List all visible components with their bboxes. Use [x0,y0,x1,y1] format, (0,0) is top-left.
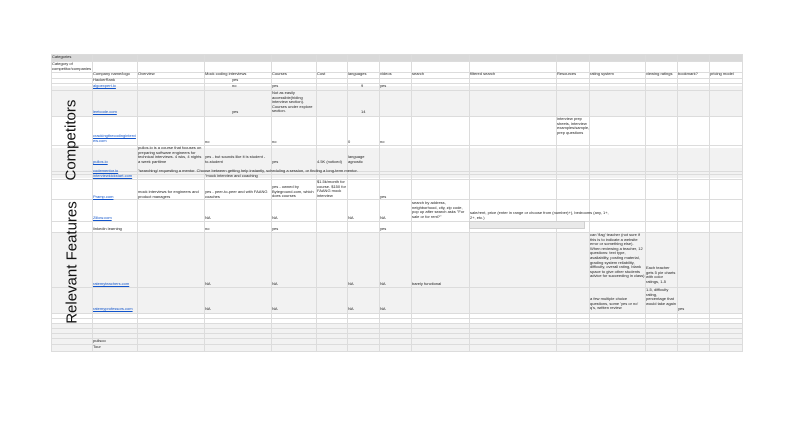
category-label-cell[interactable]: Category of competitor/companies [52,62,92,71]
title-row-band [51,54,742,61]
cell-company-link[interactable]: ratemyteachers.com [93,282,130,286]
cell-videos[interactable]: yes [380,84,387,88]
cell-rating[interactable]: can 'flag' teacher (not sure if this is to indicate a website error or something else). When reviewing a teacher, 12 questions: text type, availability, posting material, grading system reliability, difficulty, overall rating, blank space to give other students advice for succeeding in class) [590,233,645,279]
cell-company-link[interactable]: interviewkickstart.com [93,174,133,178]
cell-mock[interactable]: NA [205,307,211,311]
cell-company-link[interactable]: Pramp.com [93,195,114,199]
cell-courses[interactable]: NA [272,216,278,220]
cell-courses[interactable]: yes - owned by Byteground.com, which does courses [272,185,314,199]
header-courses[interactable]: Courses [272,72,287,76]
cell-languages[interactable]: NA [348,282,354,286]
cell-company-link[interactable]: codementor.io [93,169,119,173]
cell-company[interactable]: Tour [93,345,101,349]
cell-viewing[interactable]: Each teacher gets 5 pie charts with color ratings, 1-5 [646,266,676,284]
header-videos[interactable]: videos [380,72,392,76]
cell-courses[interactable]: yes [272,160,279,164]
cell-mock[interactable]: yes [232,78,239,82]
cell-company-link[interactable]: Zillow.com [93,216,112,220]
cell-languages[interactable]: NA [348,307,354,311]
cell-cost[interactable]: $1.5k/month for course. $150 for FAANG mock interview [317,180,346,198]
cell-search[interactable]: search by address, neighborhood, city, zip code, pop up after search asks "For sale or for rent?" [412,201,465,219]
header-resources[interactable]: Resources [557,72,577,76]
cell-mock[interactable]: "mock interview and coaching [205,174,258,178]
cell-company[interactable]: pullsoo [93,339,106,343]
cell-courses[interactable]: NA [272,282,278,286]
cell-videos[interactable]: NA [380,282,386,286]
cell-overview[interactable]: pullos.io is a course that focuses on preparing software engineers for technical interviews. 4 wks, 4 nights a week parttime [138,146,202,164]
cell-videos[interactable]: yes [380,227,387,231]
cell-mock[interactable]: yes [232,110,239,114]
cell-videos[interactable]: NA [380,216,386,220]
cell-videos[interactable]: no [380,140,385,144]
header-bookmark[interactable]: bookmark? [678,72,698,76]
cell-videos[interactable]: yes [380,195,387,199]
spreadsheet[interactable] [51,54,742,352]
cell-rating[interactable]: a few multiple choice questions, some 'yes or no' q's, written review [590,297,639,311]
cell-company[interactable]: linkedin learning [93,227,122,231]
cell-company-link[interactable]: crackingthecodinginterview.com [93,134,136,143]
cell-courses[interactable]: NA [272,307,278,311]
cell-mock[interactable]: NA [205,282,211,286]
cell-languages[interactable]: language agnostic [348,155,365,164]
cell-cost[interactable]: 4.5K (noticed) [317,160,342,164]
header-rating[interactable]: rating system [590,72,614,76]
cell-overview[interactable]: "searching/ requesting a mentor. Choose between getting help instantly, scheduling a session, or finding a long-term mentor. [138,169,358,173]
cell-mock[interactable]: no [232,84,237,88]
cell-languages[interactable]: 0 [348,140,351,144]
header-search[interactable]: search [412,72,425,76]
header-overview[interactable]: Overview [138,72,155,76]
header-company[interactable]: Company name/logo [93,72,130,76]
cell-mock[interactable]: no [205,227,210,231]
header-languages[interactable]: languages [348,72,367,76]
cell-courses[interactable]: yes [272,84,279,88]
cell-company-link[interactable]: pullos.io [93,160,108,164]
cell-mock[interactable]: no [205,140,210,144]
cell-viewing[interactable]: 1-5, difficulty rating, percentage that would take again [646,288,677,306]
cell-courses[interactable]: Not as easily accessible(hiding interview section). Courses under explore section. [272,91,313,114]
cell-mock[interactable]: yes - peer-to-peer and with FAANG coaches [205,190,268,199]
header-viewing[interactable]: viewing ratings [646,72,673,76]
cell-languages[interactable]: 9 [361,84,364,88]
header-cost[interactable]: Cost [317,72,326,76]
cell-search[interactable]: barely functional [412,282,442,286]
header-pricing[interactable]: pricing model [710,72,734,76]
cell-company-link[interactable]: algoexpert.io [93,84,116,88]
competitors-label: Competitors [62,99,80,181]
cell-languages[interactable]: 14 [361,110,366,114]
cell-courses[interactable]: yes [272,227,279,231]
cell-mock[interactable]: yes - but sounds like it is student - to-student [205,155,266,164]
title-cell[interactable]: Categories [52,55,72,59]
cell-courses[interactable]: no [272,140,277,144]
header-filtered[interactable]: filtered search [470,72,496,76]
embedded-screenshot [469,221,585,229]
cell-filtered[interactable]: sale/rent, price (enter in range or choose from (number)+), bedrooms (any, 1+, 2+, etc.) [470,211,609,220]
cell-mock[interactable]: NA [205,216,211,220]
cell-company[interactable]: HackerRank [93,78,116,82]
cell-company-link[interactable]: ratemyprofessors.com [93,307,133,311]
cell-overview[interactable]: mock interviews for engineers and product managers [138,190,199,199]
cell-bookmark[interactable]: yes [678,307,685,311]
relevant-features-label: Relevant Features [63,201,81,324]
cell-resources[interactable]: interview prep sheets, interview examples/sample, prep questions [557,117,589,135]
cell-videos[interactable]: NA [380,307,386,311]
cell-company-link[interactable]: leetcode.com [93,110,117,114]
cell-languages[interactable]: NA [348,216,354,220]
header-mock[interactable]: Mock coding interviews [205,72,247,76]
